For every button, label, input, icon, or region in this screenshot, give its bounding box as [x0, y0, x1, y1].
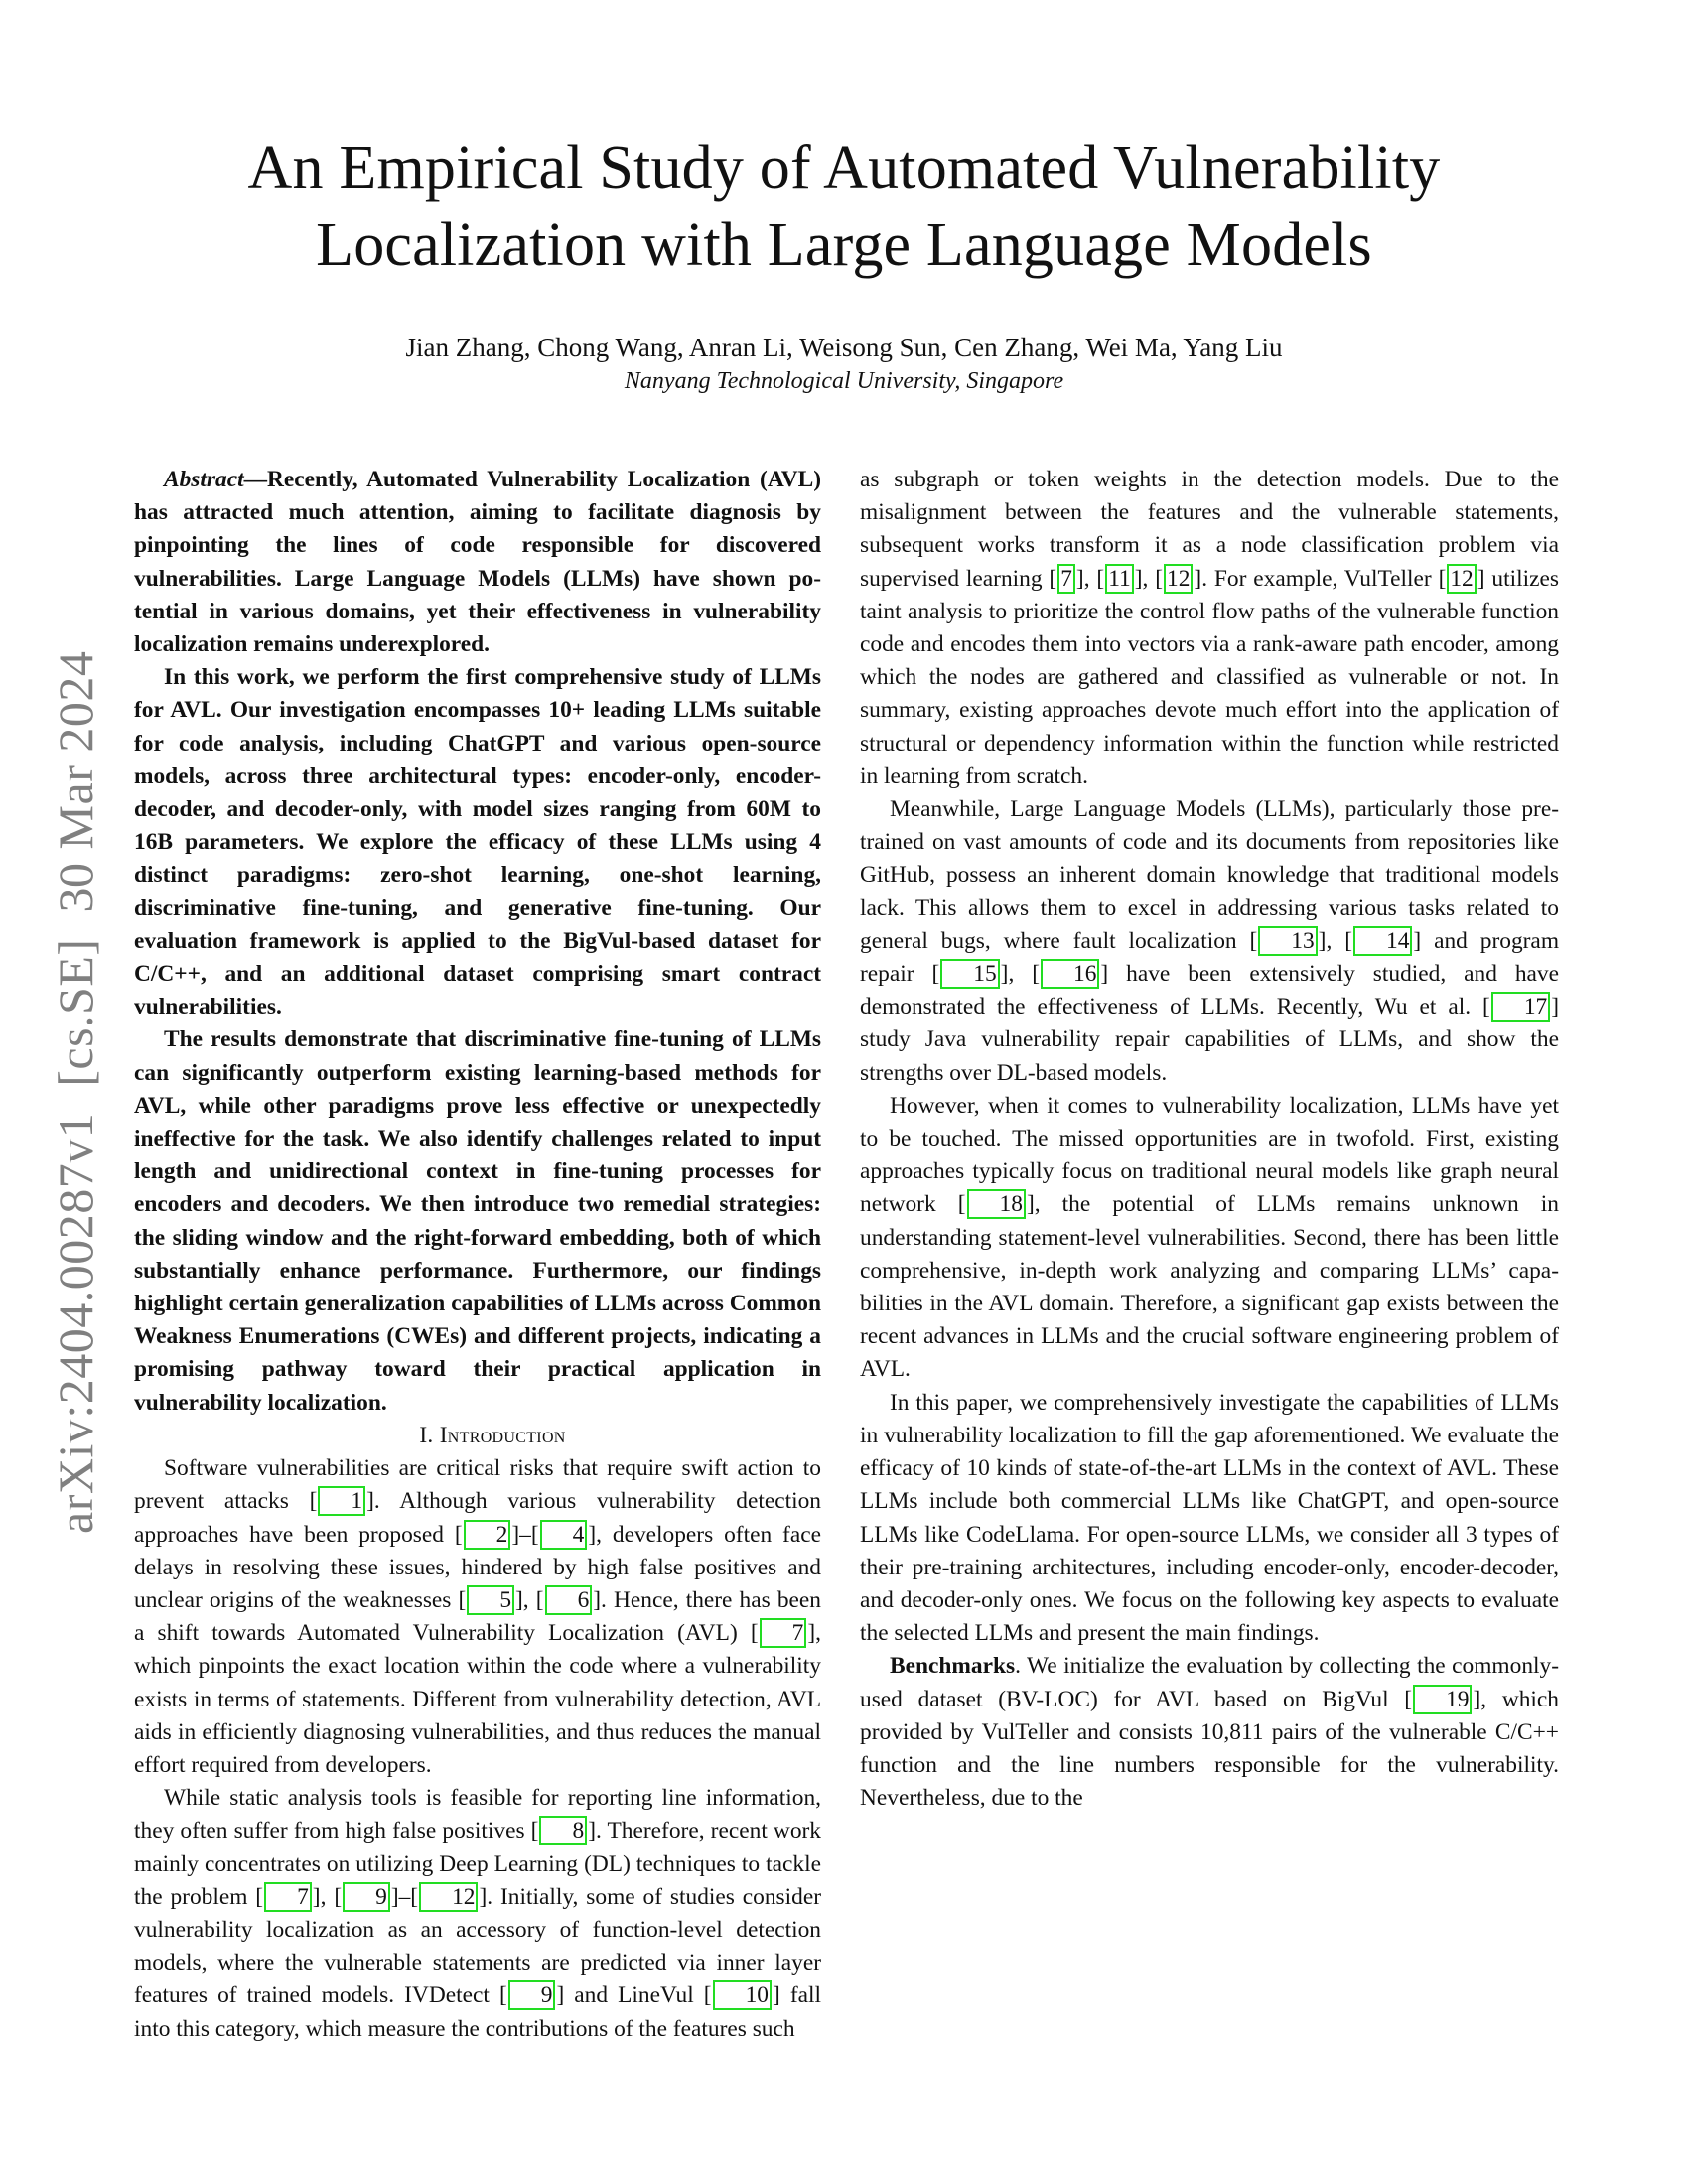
citation-link[interactable]: 16 — [1041, 959, 1099, 989]
intro-paragraph-2-continued: as subgraph or token weights in the detection models. Due to the misalignment between the features and the vulnerable statements, subsequent works transform it as a node classification problem via supervised learning [ 7 ], [ 11 ], [ 12 ]. For example, VulTeller [ 12 ] utilizes taint analysis to prioritize the control flow paths of the vulnerable function code and encodes them into vectors via a rank-aware path encoder, among which the nodes are gathered and classified as vulnerable or not. In summary, existing approaches devote much effort into the application of structural or dependency information within the function while restricted in learning from scratch. — [860, 467, 1559, 789]
section-heading-introduction: I. Introduction — [419, 1422, 566, 1448]
intro-paragraph-3: Meanwhile, Large Language Models (LLMs), particularly those pre-trained on vast amounts of code and its documents from repositories like GitHub, possess an inherent domain knowledge that traditional models lack. This allows them to excel in addressing various tasks related to general bugs, where fault localization [ 13 ], [ 14 ] and program repair [ 15 ], [ 16 ] have been extensively studied, and have demonstrated the effectiveness of LLMs. Recently, Wu et al. [ 17 ] study Java vulnerability repair capabilities of LLMs, and show the strengths over DL-based models. — [860, 796, 1560, 1086]
citation-link[interactable]: 8 — [539, 1816, 587, 1845]
citation-link[interactable]: 6 — [545, 1585, 593, 1615]
citation-link[interactable]: 7 — [760, 1618, 807, 1648]
citation-link[interactable]: 7 — [264, 1882, 312, 1912]
benchmarks-lead: Benchmarks — [890, 1653, 1016, 1680]
citation-link[interactable]: 10 — [713, 1980, 772, 2010]
citation-link[interactable]: 9 — [508, 1980, 556, 2010]
citation-link[interactable]: 4 — [540, 1520, 588, 1550]
citation-link[interactable]: 12 — [1164, 564, 1193, 594]
title-line-2: Localization with Large Language Models — [316, 211, 1372, 279]
abstract-paragraph-1: Abstract—Recently, Automated Vulnerability Localization (AVL) has attracted much attention, aiming to facilitate diagnosis by pinpointing the lines of code responsible for discovered vulnerabilities. Large Language Models (LLMs) have shown potential in various domains, yet their effectiveness in vulnerability localization remains underexplored. — [134, 467, 821, 658]
title-line-1: An Empirical Study of Automated Vulnerability — [247, 134, 1441, 202]
citation-link[interactable]: 11 — [1105, 564, 1134, 594]
abstract-label: Abstract — [164, 467, 244, 492]
intro-paragraph-1: Software vulnerabilities are critical risks that require swift action to prevent attacks [ 1 ]. Although various vulnerability detection approaches have been proposed [ 2 ]–[ 4 ], developers often face delays in resolving these issues, hindered by high false positives and unclear origins of the weaknesses [ 5 ], [ 6 ]. Hence, there has been a shift towards Automated Vulnerability Localization (AVL) [ 7 ], which pinpoints the exact location within the code where a vulnerability exists in terms of statements. Different from vulnerability detection, AVL aids in efficiently diagnosing vulnerabilities, and thus reduces the manual effort required from developers. — [134, 1455, 821, 1778]
arxiv-category: [cs.SE] — [48, 938, 103, 1087]
arxiv-id[interactable]: arXiv:2404.00287v1 — [48, 1112, 103, 1534]
left-column — [134, 464, 821, 2046]
abstract-paragraph-2: In this work, we perform the first comprehensive study of LLMs for AVL. Our investigation encompasses 10+ leading LLMs suitable for code analysis, including ChatGPT and various open-source models, across three architectural types: encoder-only, encoder-decoder, and decoder-only, with model sizes ranging from 60M to 16B parameters. We explore the efficacy of these LLMs using 4 distinct paradigms: zero-shot learning, one-shot learning, discriminative fine-tuning, and generative fine-tuning. Our evaluation framework is applied to the BigVul-based dataset for C/C++, and an additional dataset comprising smart contract vulnerabilities. — [134, 664, 821, 1021]
citation-link[interactable]: 17 — [1491, 992, 1550, 1022]
citation-link[interactable]: 12 — [419, 1882, 478, 1912]
citation-link[interactable]: 14 — [1353, 926, 1412, 956]
author-list: Jian Zhang, Chong Wang, Anran Li, Weisong Sun, Cen Zhang, Wei Ma, Yang Liu — [405, 333, 1283, 362]
paper-title — [0, 129, 1688, 284]
citation-link[interactable]: 5 — [467, 1585, 514, 1615]
citation-link[interactable]: 7 — [1057, 564, 1075, 594]
citation-link[interactable]: 19 — [1413, 1685, 1472, 1714]
intro-paragraph-2: While static analysis tools is feasible for reporting line information, they often suffer from high false positives [ 8 ]. Therefore, recent work mainly concentrates on utilizing Deep Learning (DL) techniques to tackle the problem [ 7 ], [ 9 ]–[ 12 ]. Initially, some of studies consider vulnerability localization as an accessory of function-level detection models, where the vulnerable statements are predicted via inner layer features of trained models. IVDetect [ 9 ] and LineVul [ 10 ] fall into this category, which measure the contributions of the features such — [134, 1785, 822, 2042]
citation-link[interactable]: 12 — [1447, 564, 1476, 594]
citation-link[interactable]: 2 — [464, 1520, 511, 1550]
citation-link[interactable]: 13 — [1258, 926, 1317, 956]
right-column — [860, 464, 1559, 1815]
citation-link[interactable]: 1 — [318, 1486, 365, 1516]
citation-link[interactable]: 15 — [940, 959, 999, 989]
citation-link[interactable]: 9 — [343, 1882, 390, 1912]
intro-paragraph-benchmarks: Benchmarks. We initialize the evaluation by collecting the commonly-used dataset (BV-LOC) for AVL based on BigVul [ 19 ], which provided by VulTeller and consists 10,811 pairs of the vulnerable C/C++ function and the line numbers responsible for the vulnerability. Nevertheless, due to the — [860, 1653, 1559, 1812]
arxiv-stamp — [50, 625, 101, 1534]
abstract-paragraph-3: The results demonstrate that discriminative fine-tuning of LLMs can significantly outperform existing learning-based methods for AVL, while other paradigms prove less effective or unexpectedly ineffective for the task. We also identify challenges related to input length and unidirectional context in fine-tuning processes for encoders and decoders. We then introduce two remedial strategies: the sliding window and the right-forward embedding, both of which substantially enhance performance. Furthermore, our findings highlight certain generalization capabilities of LLMs across Common Weakness Enumerations (CWEs) and different projects, indicating a promising pathway toward their practical application in vulnerability localization. — [134, 1026, 821, 1416]
affiliation: Nanyang Technological University, Singapore — [624, 368, 1064, 394]
arxiv-date: 30 Mar 2024 — [48, 650, 103, 913]
intro-paragraph-4: However, when it comes to vulnerability localization, LLMs have yet to be touched. The missed opportunities are in twofold. First, existing approaches typically focus on traditional neural models like graph neural network [ 18 ], the potential of LLMs remains unknown in understanding statement-level vulnerabilities. Second, there has been little comprehensive, in-depth work analyzing and comparing LLMs’ capabilities in the AVL domain. Therefore, a significant gap exists between the recent advances in LLMs and the crucial software engineering problem of AVL. — [860, 1092, 1559, 1383]
citation-link[interactable]: 18 — [967, 1189, 1026, 1219]
intro-paragraph-5: In this paper, we comprehensively investigate the capabilities of LLMs in vulnerability localization to fill the gap aforementioned. We evaluate the efficacy of 10 kinds of state-of-the-art LLMs in the context of AVL. These LLMs include both commercial LLMs like ChatGPT, and open-source LLMs like CodeLlama. For open-source LLMs, we consider all 3 types of their pre-training architectures, including encoder-only, encoder-decoder, and decoder-only ones. We focus on the following key aspects to evaluate the selected LLMs and present the main findings. — [860, 1389, 1559, 1647]
abstract — [134, 464, 821, 1420]
